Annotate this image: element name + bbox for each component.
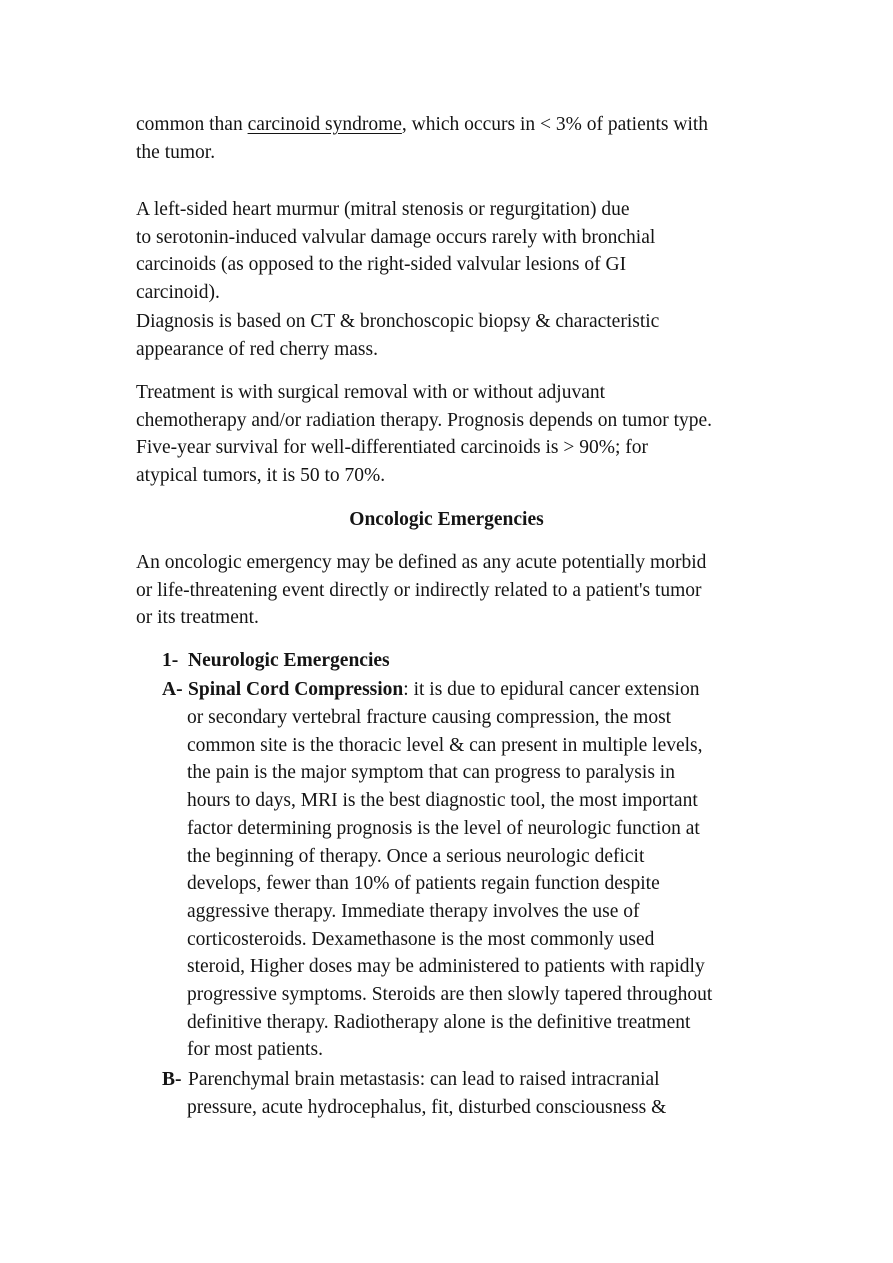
paragraph-line: A left-sided heart murmur (mitral stenosis or regurgitation) due bbox=[136, 199, 630, 220]
item-a-line: factor determining prognosis is the level of neurologic function at bbox=[187, 817, 700, 839]
item-a-line: or secondary vertebral fracture causing compression, the most bbox=[187, 707, 672, 728]
paragraph-line: chemotherapy and/or radiation therapy. Prognosis depends on tumor type. bbox=[136, 409, 713, 431]
item-b-first-line: Parenchymal brain metastasis: can lead to raised intracranial bbox=[188, 1069, 660, 1090]
item-a-marker: A- bbox=[162, 679, 183, 700]
paragraph-line: carcinoids (as opposed to the right-sided valvular lesions of GI bbox=[136, 254, 627, 275]
definition-paragraph bbox=[136, 549, 776, 632]
item-a-line: aggressive therapy. Immediate therapy involves the use of bbox=[187, 900, 640, 922]
paragraph-line: Diagnosis is based on CT & bronchoscopic biopsy & characteristic bbox=[136, 311, 660, 332]
item-a-line: the pain is the major symptom that can progress to paralysis in bbox=[187, 762, 675, 784]
intro-line-1 bbox=[136, 111, 776, 139]
intro-text: common than bbox=[136, 114, 248, 135]
item-number: 1- bbox=[162, 650, 179, 671]
item-a-line: develops, fewer than 10% of patients regain function despite bbox=[187, 873, 660, 895]
paragraph-line: Treatment is with surgical removal with or without adjuvant bbox=[136, 382, 606, 403]
item-a-title: Spinal Cord Compression bbox=[188, 679, 404, 700]
diagnosis-paragraph bbox=[136, 308, 776, 363]
intro-line-2: the tumor. bbox=[136, 141, 216, 163]
item-b-marker: B- bbox=[162, 1069, 182, 1090]
item-a-line: for most patients. bbox=[187, 1039, 323, 1061]
item-a-line: definitive therapy. Radiotherapy alone is the definitive treatment bbox=[187, 1011, 691, 1033]
item-a-line: common site is the thoracic level & can present in multiple levels, bbox=[187, 734, 703, 756]
item-a-heading bbox=[162, 676, 699, 704]
intro-text-rest: , which occurs in < 3% of patients with bbox=[401, 114, 709, 135]
section-heading: Oncologic Emergencies bbox=[349, 509, 544, 530]
paragraph-line: to serotonin-induced valvular damage occurs rarely with bronchial bbox=[136, 226, 656, 248]
item-b-line: pressure, acute hydrocephalus, fit, disturbed consciousness & bbox=[187, 1097, 667, 1118]
item-a-line: steroid, Higher doses may be administered to patients with rapidly bbox=[187, 956, 705, 978]
intro-paragraph bbox=[136, 111, 776, 166]
item-a-line: corticosteroids. Dexamethasone is the most commonly used bbox=[187, 928, 655, 950]
item-a-line: the beginning of therapy. Once a serious neurologic deficit bbox=[187, 845, 645, 867]
item-b-body bbox=[187, 1094, 787, 1122]
paragraph-line: or life-threatening event directly or indirectly related to a patient's tumor bbox=[136, 579, 702, 601]
paragraph-line: appearance of red cherry mass. bbox=[136, 338, 378, 360]
carcinoid-syndrome-link: carcinoid syndrome bbox=[247, 114, 402, 135]
item-a-line: hours to days, MRI is the best diagnostic tool, the most important bbox=[187, 790, 698, 812]
paragraph-line: or its treatment. bbox=[136, 607, 259, 628]
item-a-body bbox=[187, 704, 787, 1064]
treatment-paragraph bbox=[136, 379, 776, 489]
heart-murmur-paragraph bbox=[136, 196, 776, 306]
item-b-heading bbox=[162, 1066, 660, 1094]
paragraph-line: carcinoid). bbox=[136, 281, 220, 303]
item-a-line: progressive symptoms. Steroids are then slowly tapered throughout bbox=[187, 984, 713, 1006]
paragraph-line: Five-year survival for well-differentiated carcinoids is > 90%; for bbox=[136, 437, 649, 458]
paragraph-line: atypical tumors, it is 50 to 70%. bbox=[136, 464, 386, 486]
item-title: Neurologic Emergencies bbox=[188, 650, 390, 671]
paragraph-line: An oncologic emergency may be defined as any acute potentially morbid bbox=[136, 552, 707, 573]
numbered-item-heading bbox=[162, 647, 390, 675]
item-a-first-line: : it is due to epidural cancer extension bbox=[403, 679, 700, 700]
